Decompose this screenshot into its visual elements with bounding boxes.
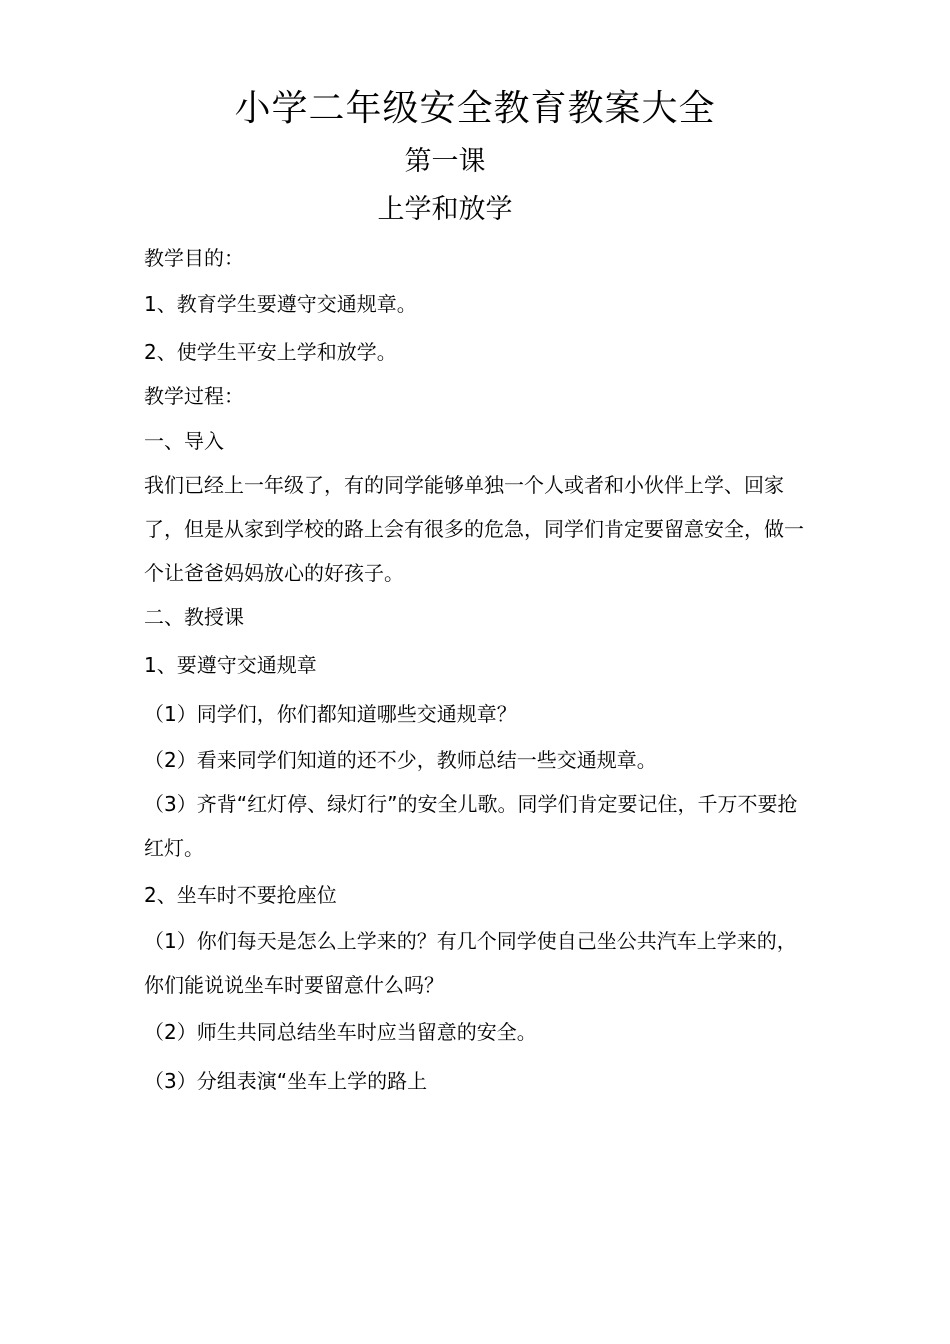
objectives-heading: 教学目的： [144,246,244,270]
item-2-step-2: （2）师生共同总结坐车时应当留意的安全。 [144,1020,537,1044]
item-2-step-1: （1）你们每天是怎么上学来的？有几个同学使自己坐公共汽车上学来的，你们能说说坐车时要留意什么吗？ [144,929,797,997]
process-heading: 教学过程： [144,384,244,408]
section-2-heading: 二、教授课 [144,605,244,629]
item-1-step-2: （2）看来同学们知道的还不少，教师总结一些交通规章。 [144,748,657,772]
document-title: 小学二年级安全教育教案大全 [234,88,716,129]
lesson-number: 第一课 [404,146,486,177]
item-2-step-3: （3）分组表演“坐车上学的路上 [144,1069,428,1093]
section-1-heading: 一、导入 [144,429,224,453]
item-1-step-3: （3）齐背“红灯停、绿灯行”的安全儿歌。同学们肯定要记住，千万不要抢红灯。 [144,792,798,860]
item-1-step-1: （1）同学们，你们都知道哪些交通规章？ [144,702,517,726]
objective-1: 1、教育学生要遵守交通规章。 [144,292,417,316]
item-1-heading: 1、要遵守交通规章 [144,653,317,677]
objective-2: 2、使学生平安上学和放学。 [144,340,397,364]
section-1-paragraph: 我们已经上一年级了，有的同学能够单独一个人或者和小伙伴上学、回家了，但是从家到学校的路上会有很多的危急，同学们肯定要留意安全，做一个让爸爸妈妈放心的好孩子。 [144,473,804,585]
lesson-name: 上学和放学 [377,194,513,225]
item-2-heading: 2、坐车时不要抢座位 [144,883,337,907]
